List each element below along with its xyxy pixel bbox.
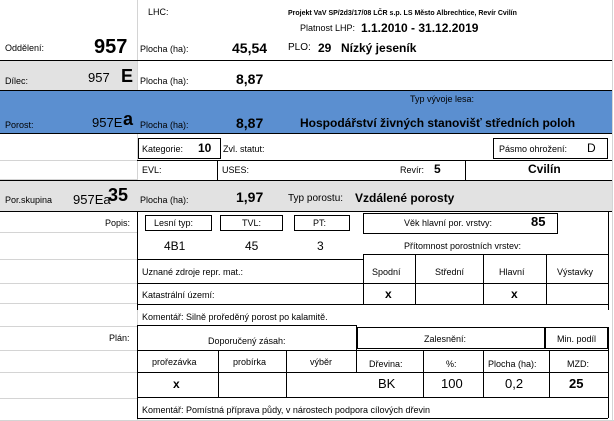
kategorie-value: 10 xyxy=(198,141,212,155)
col-border xyxy=(217,160,218,180)
typ-vyvoje-label: Typ vývoje lesa: xyxy=(410,94,475,104)
grid-line xyxy=(0,372,137,373)
row-border xyxy=(137,325,357,326)
vek-label: Věk hlavní por. vrstvy: xyxy=(404,218,493,228)
drevina-value: BK xyxy=(378,376,396,391)
min-podil-label: Min. podíl xyxy=(557,334,597,344)
col-border xyxy=(363,254,364,304)
tvl-value: 45 xyxy=(245,239,259,253)
dilec-code: 957 xyxy=(88,70,110,85)
porost-plocha-value: 8,87 xyxy=(236,115,264,131)
porost-plocha-label: Plocha (ha): xyxy=(140,120,189,130)
row-border xyxy=(137,397,608,398)
grid-line xyxy=(0,398,137,399)
zal-plocha-value: 0,2 xyxy=(505,376,524,391)
lesni-typ-value: 4B1 xyxy=(164,239,186,253)
plo-label: PLO: xyxy=(288,42,311,53)
dilec-suffix: E xyxy=(121,66,134,86)
tvl-label: TVL: xyxy=(242,218,262,228)
plo-value: 29 xyxy=(318,41,332,55)
vystavky-label: Výstavky xyxy=(557,267,594,277)
plocha-label: Plocha (ha): xyxy=(140,44,189,54)
hlavni-mark: x xyxy=(511,287,518,301)
row-border xyxy=(137,160,612,161)
pasmo-label: Pásmo ohrožení: xyxy=(499,144,568,154)
grid-line xyxy=(0,326,137,327)
revir-name: Cvilín xyxy=(528,162,561,176)
platnost-label: Platnost LHP: xyxy=(300,23,356,33)
col-border xyxy=(546,254,547,304)
col-border xyxy=(608,327,609,397)
row-border xyxy=(137,259,363,260)
popis-label: Popis: xyxy=(105,218,131,228)
lhc-label: LHC: xyxy=(148,7,169,17)
col-border xyxy=(608,397,609,418)
drevina-label: Dřevina: xyxy=(369,359,403,369)
lesni-typ-label: Lesní typ: xyxy=(154,218,194,228)
row-border xyxy=(0,211,612,212)
col-border xyxy=(483,350,484,397)
revir-value: 5 xyxy=(434,162,441,176)
row-border xyxy=(363,254,608,255)
grid-line xyxy=(0,350,137,351)
row-border xyxy=(356,350,608,351)
zvl-statut-label: Zvl. statut: xyxy=(223,144,265,154)
popis-komentar: Komentář: Silně proředěný porost po kalamitě. xyxy=(142,312,328,322)
row-border xyxy=(137,304,608,305)
vyber-label: výběr xyxy=(310,357,333,367)
row-border xyxy=(137,350,356,351)
mzd-label: MZD: xyxy=(567,359,589,369)
col-border xyxy=(465,160,466,180)
oddeleni-value: 957 xyxy=(94,36,128,58)
pct-label: %: xyxy=(446,359,457,369)
zalesneni-label: Zalesnění: xyxy=(424,334,467,344)
porost-code: 957E xyxy=(92,115,123,130)
dilec-plocha-value: 8,87 xyxy=(236,71,264,87)
col-border xyxy=(608,212,609,310)
col-border xyxy=(415,254,416,304)
typ-porostu-label: Typ porostu: xyxy=(288,193,344,204)
grid-line xyxy=(0,259,137,260)
col-border xyxy=(218,350,219,397)
row-border xyxy=(137,418,608,419)
prorezavka-label: prořezávka xyxy=(152,357,197,367)
skupina-label: Por.skupina xyxy=(5,195,53,205)
hlavni-label: Hlavní xyxy=(499,267,525,277)
col-border xyxy=(483,254,484,304)
zal-plocha-label: Plocha (ha): xyxy=(488,359,537,369)
oddeleni-plocha-value: 45,54 xyxy=(232,40,268,56)
row-border xyxy=(0,133,612,134)
dilec-plocha-label: Plocha (ha): xyxy=(140,76,189,86)
vek-value: 85 xyxy=(531,214,546,229)
kategorie-label: Kategorie: xyxy=(142,144,184,154)
project-title: Projekt VaV SP/2d3/17/08 LČR s.p. LS Město Albrechtice, Revír Cvilín xyxy=(288,10,517,17)
katastr-label: Katastrální území: xyxy=(142,290,215,300)
pt-value: 3 xyxy=(317,239,324,253)
plan-label: Plán: xyxy=(109,333,130,343)
porost-label: Porost: xyxy=(5,120,34,130)
zasah-label: Doporučený zásah: xyxy=(208,336,286,346)
typ-porostu-value: Vzdálené porosty xyxy=(355,191,455,205)
stredni-label: Střední xyxy=(435,267,465,277)
row-border xyxy=(137,283,608,284)
pritomnost-label: Přítomnost porostních vrstev: xyxy=(404,241,522,251)
platnost-value: 1.1.2010 - 31.12.2019 xyxy=(361,21,479,35)
dilec-label: Dílec: xyxy=(5,76,29,86)
skupina-code: 957Ea xyxy=(73,192,111,207)
grid-line xyxy=(0,283,137,284)
spodni-label: Spodní xyxy=(372,267,401,277)
prorezavka-mark: x xyxy=(173,377,180,391)
skupina-suffix: 35 xyxy=(108,185,129,205)
uses-label: USES: xyxy=(222,165,250,175)
porost-suffix: a xyxy=(123,109,134,129)
oddeleni-label: Oddělení: xyxy=(5,43,45,53)
revir-label: Revír: xyxy=(400,165,425,175)
uznane-label: Uznané zdroje repr. mat.: xyxy=(142,267,244,277)
spodni-mark: x xyxy=(385,287,392,301)
skupina-plocha-value: 1,97 xyxy=(236,189,264,205)
col-border xyxy=(549,350,550,397)
plan-komentar: Komentář: Pomístná příprava půdy, v nárostech podpora cílových dřevin xyxy=(142,405,430,415)
grid-line xyxy=(612,0,613,421)
pt-label: PT: xyxy=(313,218,327,228)
grid-line xyxy=(0,303,137,304)
row-border xyxy=(137,372,608,373)
probirka-label: probírka xyxy=(233,357,267,367)
pasmo-value: D xyxy=(587,141,596,155)
typ-vyvoje-value: Hospodářství živných stanovišť středních poloh xyxy=(300,116,576,130)
plo-name: Nízký jeseník xyxy=(341,41,417,55)
col-border xyxy=(137,397,138,418)
col-border xyxy=(137,212,138,310)
col-border xyxy=(423,350,424,397)
grid-line xyxy=(0,160,137,161)
mzd-value: 25 xyxy=(569,376,584,391)
pct-value: 100 xyxy=(441,376,463,391)
col-border xyxy=(286,350,287,397)
skupina-plocha-label: Plocha (ha): xyxy=(140,195,189,205)
grid-line xyxy=(0,232,137,233)
col-border xyxy=(137,325,138,397)
evl-label: EVL: xyxy=(142,165,162,175)
